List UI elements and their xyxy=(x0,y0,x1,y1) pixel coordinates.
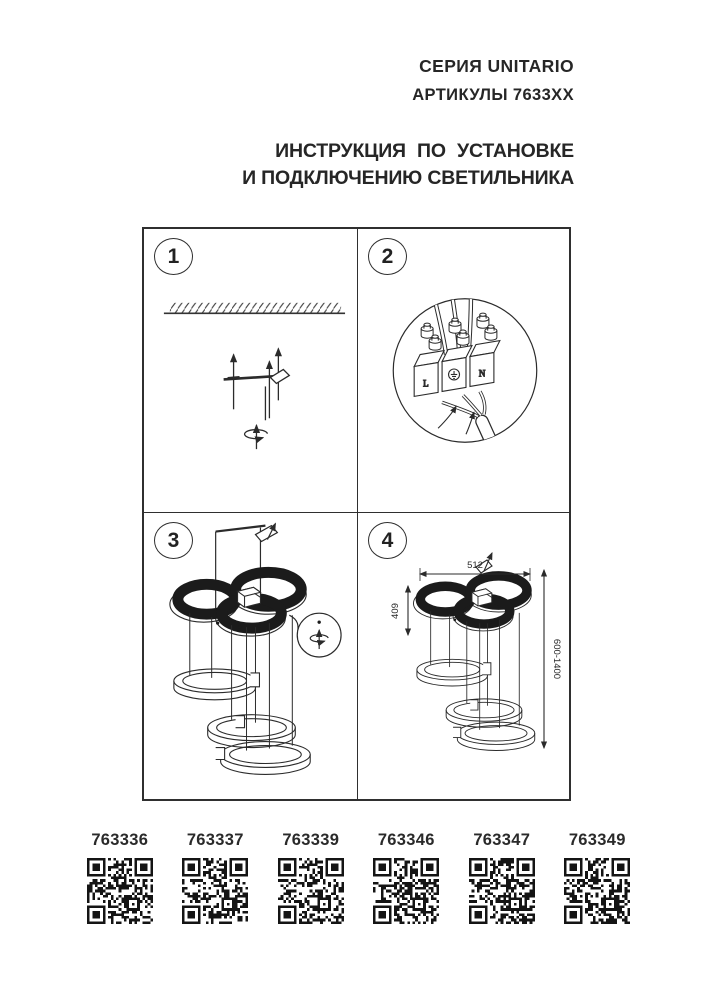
product-item xyxy=(263,831,359,929)
dimension-range-label: 600-1400 xyxy=(551,638,562,680)
dimension-width-label: 512 xyxy=(467,560,483,571)
step-number-badge xyxy=(154,238,193,275)
chandelier-drawing xyxy=(170,572,310,774)
step-panel-4 xyxy=(358,513,569,799)
step-number: 3 xyxy=(167,528,180,552)
step-panel-3 xyxy=(144,513,358,799)
screw-callout xyxy=(289,613,341,657)
product-qr-code xyxy=(278,858,344,924)
products-row xyxy=(72,831,645,929)
steps-grid xyxy=(142,227,571,801)
product-qr-code xyxy=(373,858,439,924)
series-title: СЕРИЯ UNITARIO xyxy=(419,56,574,76)
instruction-title-line1: ИНСТРУКЦИЯ ПО УСТАНОВКЕ xyxy=(275,140,574,162)
step-number: 4 xyxy=(381,528,394,552)
product-item xyxy=(550,831,646,929)
instruction-title xyxy=(242,138,574,192)
product-item xyxy=(359,831,455,929)
step-number-badge xyxy=(368,238,407,275)
ceiling-hatch xyxy=(164,303,345,313)
product-qr-code xyxy=(469,858,535,924)
header xyxy=(242,56,574,192)
product-article: 763337 xyxy=(186,831,244,849)
product-qr-code xyxy=(182,858,248,924)
product-qr-code xyxy=(87,858,153,924)
mounting-bracket xyxy=(224,349,290,421)
chandelier-drawing xyxy=(413,576,534,751)
product-item xyxy=(454,831,550,929)
dimension-suspension-range xyxy=(544,570,562,748)
dimension-canopy-height xyxy=(390,586,408,635)
product-article: 763349 xyxy=(568,831,626,849)
step-number: 1 xyxy=(167,244,180,268)
articles-subtitle: АРТИКУЛЫ 7633ХХ xyxy=(412,86,574,104)
instruction-title-line2: И ПОДКЛЮЧЕНИЮ СВЕТИЛЬНИКА xyxy=(242,167,574,189)
product-qr-code xyxy=(564,858,630,924)
product-article: 763346 xyxy=(377,831,435,849)
step-number: 2 xyxy=(381,244,394,268)
step-number-badge xyxy=(154,522,193,559)
rotate-arrow-icon xyxy=(245,425,268,449)
step-panel-2 xyxy=(358,229,569,513)
product-article: 763347 xyxy=(473,831,531,849)
step-number-badge xyxy=(368,522,407,559)
product-item xyxy=(168,831,264,929)
product-item xyxy=(72,831,168,929)
dimension-canopy-label: 409 xyxy=(390,603,401,619)
terminal-block xyxy=(414,313,500,396)
terminal-label-neutral: N xyxy=(478,368,486,379)
step-panel-1 xyxy=(144,229,358,513)
product-article: 763336 xyxy=(91,831,149,849)
product-article: 763339 xyxy=(282,831,340,849)
terminal-label-live: L xyxy=(423,378,429,389)
